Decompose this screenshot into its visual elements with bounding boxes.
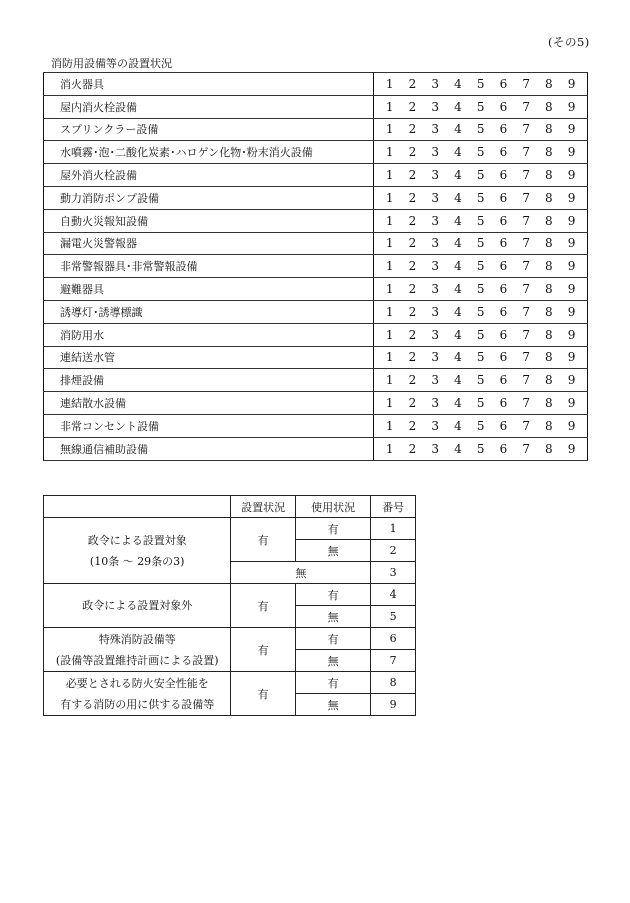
status-option-number[interactable]: 8 [538,323,561,346]
status-option-number[interactable]: 6 [492,118,515,141]
equipment-row [44,186,588,209]
legend-number-cell: 3 [371,562,416,584]
legend-number-cell: 9 [371,694,416,716]
status-option-number[interactable]: 2 [401,118,424,141]
equipment-name: 非常コンセント設備 [44,414,374,437]
equipment-row [44,73,588,96]
status-option-number[interactable]: 1 [374,209,401,232]
status-option-number[interactable]: 3 [424,232,447,255]
status-option-number[interactable]: 2 [401,186,424,209]
equipment-row [44,392,588,415]
legend-table [43,495,416,716]
status-option-number[interactable]: 7 [515,437,538,460]
equipment-row [44,255,588,278]
status-option-number[interactable]: 3 [424,255,447,278]
status-option-number[interactable]: 8 [538,392,561,415]
equipment-row [44,323,588,346]
equipment-table-body [44,73,588,461]
status-option-number[interactable]: 3 [424,73,447,96]
legend-usage-cell: 有 [295,518,370,540]
legend-not-installed-cell: 無 [231,562,371,584]
status-option-number[interactable]: 5 [469,437,492,460]
status-option-number[interactable]: 1 [374,392,401,415]
page-number: (その5) [548,35,590,49]
legend-category-line: (設備等設置維持計画による設置) [55,653,219,667]
legend-category-line: 政令による設置対象外 [82,599,193,612]
status-option-number[interactable]: 4 [447,255,470,278]
status-option-number[interactable]: 9 [560,323,587,346]
legend-number-cell: 8 [371,672,416,694]
status-option-number[interactable]: 9 [560,369,587,392]
status-option-number[interactable]: 3 [424,323,447,346]
status-option-number[interactable]: 5 [469,186,492,209]
status-option-number[interactable]: 8 [538,369,561,392]
status-option-number[interactable]: 5 [469,141,492,164]
legend-header-installation: 設置状況 [231,496,296,518]
equipment-name: 自動火災報知設備 [44,209,374,232]
equipment-row [44,209,588,232]
status-option-number[interactable]: 7 [515,392,538,415]
status-option-number[interactable]: 9 [560,141,587,164]
equipment-name: 屋外消火栓設備 [44,164,374,187]
status-option-number[interactable]: 6 [492,232,515,255]
status-option-number[interactable]: 1 [374,300,401,323]
status-option-number[interactable]: 9 [560,209,587,232]
legend-row [44,584,416,606]
status-option-number[interactable]: 2 [401,278,424,301]
legend-category-cell [44,584,231,628]
status-option-number[interactable]: 3 [424,118,447,141]
status-option-number[interactable]: 7 [515,141,538,164]
status-option-number[interactable]: 5 [469,232,492,255]
section-title: 消防用設備等の設置状況 [51,57,172,70]
status-option-number[interactable]: 8 [538,95,561,118]
legend-installed-cell: 有 [231,584,296,628]
equipment-name: 消防用水 [44,323,374,346]
status-option-number[interactable]: 4 [447,118,470,141]
legend-number-cell: 2 [371,540,416,562]
status-option-number[interactable]: 5 [469,95,492,118]
status-option-number[interactable]: 3 [424,141,447,164]
equipment-name: 動力消防ポンプ設備 [44,186,374,209]
legend-header-number: 番号 [371,496,416,518]
status-option-number[interactable]: 2 [401,209,424,232]
status-option-number[interactable]: 6 [492,164,515,187]
status-option-number[interactable]: 1 [374,73,401,96]
status-option-number[interactable]: 7 [515,164,538,187]
status-option-number[interactable]: 9 [560,278,587,301]
status-option-number[interactable]: 9 [560,255,587,278]
equipment-name: 連結散水設備 [44,392,374,415]
equipment-name: 避難器具 [44,278,374,301]
status-option-number[interactable]: 9 [560,414,587,437]
status-option-number[interactable]: 1 [374,255,401,278]
status-option-number[interactable]: 7 [515,232,538,255]
status-option-number[interactable]: 3 [424,209,447,232]
legend-category-line: 必要とされる防火安全性能を [65,676,209,690]
status-option-number[interactable]: 8 [538,141,561,164]
status-option-number[interactable]: 4 [447,164,470,187]
status-option-number[interactable]: 9 [560,95,587,118]
status-option-number[interactable]: 3 [424,278,447,301]
legend-usage-cell: 無 [295,540,370,562]
status-option-number[interactable]: 5 [469,369,492,392]
status-option-number[interactable]: 4 [447,323,470,346]
status-option-number[interactable]: 6 [492,73,515,96]
status-option-number[interactable]: 1 [374,437,401,460]
equipment-row [44,369,588,392]
equipment-row [44,232,588,255]
legend-installed-cell: 有 [231,628,296,672]
status-option-number[interactable]: 6 [492,346,515,369]
equipment-row [44,414,588,437]
legend-number-cell: 1 [371,518,416,540]
status-option-number[interactable]: 2 [401,369,424,392]
status-option-number[interactable]: 4 [447,392,470,415]
status-option-number[interactable]: 4 [447,232,470,255]
status-option-number[interactable]: 8 [538,278,561,301]
status-option-number[interactable]: 6 [492,186,515,209]
status-option-number[interactable]: 7 [515,118,538,141]
status-option-number[interactable]: 5 [469,278,492,301]
status-option-number[interactable]: 5 [469,73,492,96]
status-option-number[interactable]: 4 [447,141,470,164]
status-option-number[interactable]: 1 [374,278,401,301]
legend-usage-cell: 無 [295,606,370,628]
legend-number-cell: 6 [371,628,416,650]
status-option-number[interactable]: 3 [424,95,447,118]
legend-row [44,628,416,650]
status-option-number[interactable]: 6 [492,323,515,346]
status-option-number[interactable]: 6 [492,209,515,232]
status-option-number[interactable]: 6 [492,392,515,415]
status-option-number[interactable]: 9 [560,164,587,187]
legend-row [44,518,416,540]
status-option-number[interactable]: 4 [447,186,470,209]
status-option-number[interactable]: 1 [374,95,401,118]
status-option-number[interactable]: 5 [469,392,492,415]
status-option-number[interactable]: 8 [538,232,561,255]
equipment-status-table [43,72,588,461]
equipment-name: 水噴霧･泡･二酸化炭素･ハロゲン化物･粉末消火設備 [44,141,374,164]
status-option-number[interactable]: 5 [469,209,492,232]
status-option-number[interactable]: 1 [374,186,401,209]
status-option-number[interactable]: 7 [515,369,538,392]
equipment-row [44,437,588,460]
status-option-number[interactable]: 4 [447,278,470,301]
status-option-number[interactable]: 6 [492,255,515,278]
legend-usage-cell: 有 [295,584,370,606]
status-option-number[interactable]: 6 [492,300,515,323]
status-option-number[interactable]: 2 [401,73,424,96]
status-option-number[interactable]: 2 [401,392,424,415]
status-option-number[interactable]: 2 [401,232,424,255]
status-option-number[interactable]: 5 [469,414,492,437]
equipment-name: 消火器具 [44,73,374,96]
equipment-row [44,300,588,323]
legend-category-line: (10条 ～ 29条の3) [89,554,185,568]
status-option-number[interactable]: 6 [492,437,515,460]
status-option-number[interactable]: 8 [538,164,561,187]
legend-usage-cell: 無 [295,694,370,716]
status-option-number[interactable]: 2 [401,95,424,118]
status-option-number[interactable]: 5 [469,346,492,369]
equipment-name: 誘導灯･誘導標識 [44,300,374,323]
status-option-number[interactable]: 2 [401,346,424,369]
status-option-number[interactable]: 6 [492,369,515,392]
legend-row [44,672,416,694]
equipment-row [44,118,588,141]
status-option-number[interactable]: 2 [401,300,424,323]
legend-number-cell: 5 [371,606,416,628]
status-option-number[interactable]: 7 [515,300,538,323]
status-option-number[interactable]: 4 [447,300,470,323]
status-option-number[interactable]: 8 [538,414,561,437]
status-option-number[interactable]: 7 [515,209,538,232]
equipment-name: 連結送水管 [44,346,374,369]
status-option-number[interactable]: 3 [424,346,447,369]
status-option-number[interactable]: 1 [374,323,401,346]
status-option-number[interactable]: 9 [560,437,587,460]
equipment-name: 排煙設備 [44,369,374,392]
status-option-number[interactable]: 3 [424,369,447,392]
legend-category-cell [44,628,231,672]
status-option-number[interactable]: 3 [424,186,447,209]
status-option-number[interactable]: 2 [401,255,424,278]
status-option-number[interactable]: 3 [424,300,447,323]
equipment-name: 漏電火災警報器 [44,232,374,255]
legend-number-cell: 7 [371,650,416,672]
legend-header-category [44,496,231,518]
equipment-name: スプリンクラー設備 [44,118,374,141]
status-option-number[interactable]: 6 [492,95,515,118]
status-option-number[interactable]: 1 [374,414,401,437]
status-option-number[interactable]: 3 [424,414,447,437]
legend-header-row [44,496,416,518]
status-option-number[interactable]: 2 [401,414,424,437]
status-option-number[interactable]: 6 [492,414,515,437]
status-option-number[interactable]: 3 [424,437,447,460]
equipment-name: 無線通信補助設備 [44,437,374,460]
status-option-number[interactable]: 8 [538,346,561,369]
status-option-number[interactable]: 5 [469,300,492,323]
status-option-number[interactable]: 2 [401,437,424,460]
status-option-number[interactable]: 1 [374,141,401,164]
legend-installed-cell: 有 [231,518,296,562]
status-option-number[interactable]: 2 [401,164,424,187]
status-option-number[interactable]: 1 [374,118,401,141]
status-option-number[interactable]: 8 [538,300,561,323]
status-option-number[interactable]: 5 [469,323,492,346]
legend-header-usage: 使用状況 [295,496,370,518]
equipment-name: 屋内消火栓設備 [44,95,374,118]
status-option-number[interactable]: 9 [560,232,587,255]
status-option-number[interactable]: 7 [515,323,538,346]
status-option-number[interactable]: 9 [560,186,587,209]
equipment-row [44,346,588,369]
status-option-number[interactable]: 6 [492,141,515,164]
status-option-number[interactable]: 8 [538,186,561,209]
status-option-number[interactable]: 9 [560,118,587,141]
legend-usage-cell: 無 [295,650,370,672]
status-option-number[interactable]: 5 [469,255,492,278]
legend-installed-cell: 有 [231,672,296,716]
status-option-number[interactable]: 6 [492,278,515,301]
legend-category-line: 特殊消防設備等 [98,632,176,646]
status-option-number[interactable]: 5 [469,164,492,187]
status-option-number[interactable]: 1 [374,232,401,255]
status-option-number[interactable]: 2 [401,141,424,164]
equipment-row [44,164,588,187]
status-option-number[interactable]: 3 [424,392,447,415]
legend-category-line: 有する消防の用に供する設備等 [60,697,215,711]
legend-number-cell: 4 [371,584,416,606]
status-option-number[interactable]: 8 [538,73,561,96]
status-option-number[interactable]: 9 [560,392,587,415]
status-option-number[interactable]: 4 [447,414,470,437]
legend-usage-cell: 有 [295,628,370,650]
equipment-row [44,95,588,118]
legend-category-cell [44,518,231,584]
legend-category-cell [44,672,231,716]
status-option-number[interactable]: 8 [538,209,561,232]
status-option-number[interactable]: 4 [447,346,470,369]
status-option-number[interactable]: 7 [515,95,538,118]
status-option-number[interactable]: 8 [538,255,561,278]
status-option-number[interactable]: 8 [538,118,561,141]
status-option-number[interactable]: 8 [538,437,561,460]
status-option-number[interactable]: 1 [374,346,401,369]
status-option-number[interactable]: 4 [447,369,470,392]
status-option-number[interactable]: 7 [515,255,538,278]
status-option-number[interactable]: 7 [515,186,538,209]
status-option-number[interactable]: 9 [560,346,587,369]
equipment-name: 非常警報器具･非常警報設備 [44,255,374,278]
status-option-number[interactable]: 7 [515,346,538,369]
status-option-number[interactable]: 4 [447,73,470,96]
status-option-number[interactable]: 3 [424,164,447,187]
equipment-row [44,278,588,301]
status-option-number[interactable]: 9 [560,300,587,323]
status-option-number[interactable]: 2 [401,323,424,346]
equipment-row [44,141,588,164]
status-option-number[interactable]: 7 [515,278,538,301]
status-option-number[interactable]: 7 [515,414,538,437]
status-option-number[interactable]: 7 [515,73,538,96]
legend-usage-cell: 有 [295,672,370,694]
status-option-number[interactable]: 5 [469,118,492,141]
status-option-number[interactable]: 4 [447,95,470,118]
status-option-number[interactable]: 4 [447,209,470,232]
legend-category-line: 政令による設置対象 [87,533,187,547]
status-option-number[interactable]: 4 [447,437,470,460]
status-option-number[interactable]: 1 [374,164,401,187]
status-option-number[interactable]: 1 [374,369,401,392]
status-option-number[interactable]: 9 [560,73,587,96]
